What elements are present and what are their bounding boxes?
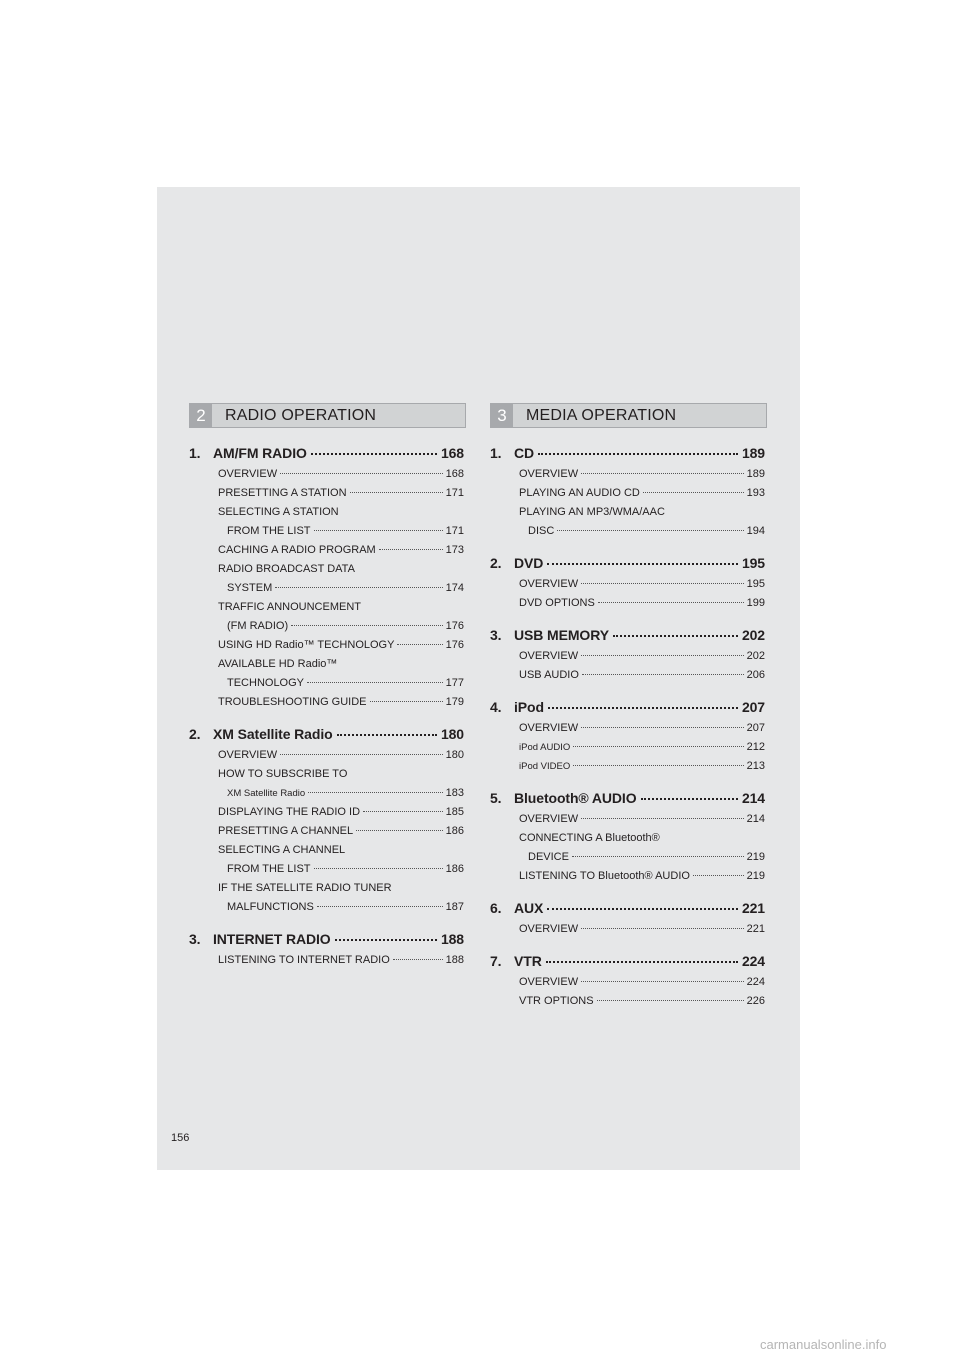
subsection-title: PLAYING AN MP3/WMA/AAC [519, 506, 665, 518]
subsection-title: CONNECTING A Bluetooth® [519, 832, 660, 844]
toc-chapter-link[interactable] [490, 953, 765, 969]
dot-leader [597, 1000, 744, 1001]
dot-leader [280, 473, 443, 474]
subsection-title: TROUBLESHOOTING GUIDE [218, 696, 367, 708]
subsection-title: PLAYING AN AUDIO CD [519, 487, 640, 499]
chapter-title: AM/FM RADIO [213, 445, 307, 461]
subsection-title: OVERVIEW [519, 722, 579, 734]
chapter-number: 2. [189, 726, 201, 742]
dot-leader [573, 765, 743, 766]
dot-leader [397, 644, 442, 645]
section-header-media [490, 403, 767, 428]
toc-subsection-link[interactable] [218, 693, 464, 712]
subsection-title-line2 [218, 898, 464, 917]
subsection-title: DISPLAYING THE RADIO ID [218, 806, 361, 818]
subsection-title-cont: DISC [528, 525, 555, 537]
dot-leader [581, 583, 744, 584]
section-number: 2 [190, 404, 212, 427]
chapter-number: 3. [490, 627, 502, 643]
toc-subsection-link[interactable] [519, 503, 765, 541]
subsection-page: 193 [746, 487, 765, 499]
chapter-title: USB MEMORY [514, 627, 609, 643]
dot-leader [311, 453, 437, 455]
chapter-number: 2. [490, 555, 502, 571]
subsection-page: 173 [445, 544, 464, 556]
toc-subsection-list [519, 810, 765, 886]
toc-subsection-link[interactable] [218, 636, 464, 655]
subsection-page: 199 [746, 597, 765, 609]
subsection-page: 188 [445, 954, 464, 966]
chapter-page: 195 [741, 555, 765, 571]
toc-chapter-link[interactable] [189, 931, 464, 947]
subsection-page: 214 [746, 813, 765, 825]
toc-subsection-link[interactable] [519, 829, 765, 867]
chapter-number: 4. [490, 699, 502, 715]
toc-subsection-link[interactable] [218, 465, 464, 484]
subsection-title: USING HD Radio™ TECHNOLOGY [218, 639, 395, 651]
subsection-title: LISTENING TO Bluetooth® AUDIO [519, 870, 690, 882]
dot-leader [307, 682, 443, 683]
subsection-title-cont: SYSTEM [227, 582, 273, 594]
toc-subsection-link[interactable] [519, 575, 765, 594]
subsection-title: VTR OPTIONS [519, 995, 594, 1007]
dot-leader [335, 939, 437, 941]
toc-subsection-link[interactable] [218, 765, 464, 803]
subsection-page: 219 [746, 870, 765, 882]
subsection-title: AVAILABLE HD Radio™ [218, 658, 338, 670]
dot-leader [275, 587, 442, 588]
chapter-title: AUX [514, 900, 544, 916]
toc-subsection-link[interactable] [519, 465, 765, 484]
subsection-page: 206 [746, 669, 765, 681]
subsection-title: OVERVIEW [519, 578, 579, 590]
toc-subsection-list [519, 465, 765, 541]
dot-leader [572, 856, 744, 857]
chapter-page: 180 [440, 726, 464, 742]
chapter-page: 224 [741, 953, 765, 969]
subsection-title: SELECTING A STATION [218, 506, 339, 518]
subsection-title-cont: TECHNOLOGY [227, 677, 305, 689]
dot-leader [317, 906, 443, 907]
subsection-title: PRESETTING A STATION [218, 487, 347, 499]
subsection-page: 186 [445, 825, 464, 837]
toc-column-radio [189, 403, 466, 970]
subsection-title-cont: FROM THE LIST [227, 525, 311, 537]
subsection-title-line2 [519, 848, 765, 867]
subsection-page: 202 [746, 650, 765, 662]
toc-subsection-list [519, 920, 765, 939]
dot-leader [598, 602, 744, 603]
dot-leader [581, 727, 744, 728]
watermark-text: carmanualsonline.info [760, 1337, 887, 1352]
subsection-title: CACHING A RADIO PROGRAM [218, 544, 376, 556]
subsection-page: 189 [746, 468, 765, 480]
toc-chapter-link[interactable] [490, 790, 765, 806]
toc-subsection-link[interactable] [218, 803, 464, 822]
section-number: 3 [491, 404, 513, 427]
toc-subsection-link[interactable] [218, 879, 464, 917]
subsection-page: 187 [445, 901, 464, 913]
toc-subsection-link[interactable] [519, 738, 765, 757]
subsection-title: OVERVIEW [218, 749, 278, 761]
subsection-page: 194 [746, 525, 765, 537]
chapter-page: 188 [440, 931, 464, 947]
chapter-page: 168 [440, 445, 464, 461]
subsection-page: 185 [445, 806, 464, 818]
subsection-title-cont: (FM RADIO) [227, 620, 289, 632]
dot-leader [350, 492, 443, 493]
subsection-title: OVERVIEW [218, 468, 278, 480]
subsection-title: HOW TO SUBSCRIBE TO [218, 768, 348, 780]
chapter-page: 207 [741, 699, 765, 715]
toc-chapter-link[interactable] [189, 445, 464, 461]
subsection-page: 171 [445, 487, 464, 499]
toc-subsection-link[interactable] [519, 867, 765, 886]
toc-chapter-link[interactable] [490, 699, 765, 715]
toc-subsection-list [218, 951, 464, 970]
toc-subsection-list [519, 719, 765, 776]
dot-leader [308, 792, 442, 793]
toc-subsection-link[interactable] [519, 719, 765, 738]
chapter-number: 1. [490, 445, 502, 461]
subsection-title-cont: FROM THE LIST [227, 863, 311, 875]
dot-leader [538, 453, 738, 455]
page-panel [157, 187, 800, 1170]
subsection-page: 219 [746, 851, 765, 863]
chapter-title: VTR [514, 953, 542, 969]
toc-chapter-link[interactable] [189, 726, 464, 742]
toc-subsection-link[interactable] [218, 484, 464, 503]
subsection-title: TRAFFIC ANNOUNCEMENT [218, 601, 361, 613]
subsection-title: OVERVIEW [519, 650, 579, 662]
toc-subsection-list [519, 647, 765, 685]
dot-leader [581, 818, 744, 819]
chapter-number: 6. [490, 900, 502, 916]
dot-leader [557, 530, 743, 531]
toc-column-media [490, 403, 767, 1011]
dot-leader [581, 473, 744, 474]
subsection-title-line2 [218, 522, 464, 541]
dot-leader [393, 959, 443, 960]
subsection-title: IF THE SATELLITE RADIO TUNER [218, 882, 392, 894]
subsection-page: 177 [445, 677, 464, 689]
subsection-title: OVERVIEW [519, 976, 579, 988]
dot-leader [643, 492, 744, 493]
subsection-page: 207 [746, 722, 765, 734]
dot-leader [337, 734, 437, 736]
dot-leader [546, 961, 738, 963]
toc-subsection-link[interactable] [218, 541, 464, 560]
toc-subsection-link[interactable] [218, 503, 464, 541]
dot-leader [548, 707, 738, 709]
toc-chapter-link[interactable] [490, 627, 765, 643]
subsection-page: 224 [746, 976, 765, 988]
toc-entries [189, 445, 466, 970]
section-title: RADIO OPERATION [225, 407, 377, 424]
toc-subsection-link[interactable] [218, 746, 464, 765]
chapter-number: 7. [490, 953, 502, 969]
dot-leader [379, 549, 443, 550]
chapter-number: 5. [490, 790, 502, 806]
subsection-title: iPod AUDIO [519, 742, 571, 753]
toc-subsection-link[interactable] [519, 992, 765, 1011]
toc-entries [490, 445, 767, 1011]
toc-subsection-link[interactable] [218, 841, 464, 879]
toc-subsection-link[interactable] [519, 973, 765, 992]
subsection-title: DVD OPTIONS [519, 597, 595, 609]
subsection-page: 180 [445, 749, 464, 761]
subsection-title: PRESETTING A CHANNEL [218, 825, 354, 837]
toc-subsection-link[interactable] [519, 594, 765, 613]
dot-leader [581, 655, 744, 656]
subsection-page: 186 [445, 863, 464, 875]
subsection-title-line2 [218, 617, 464, 636]
dot-leader [356, 830, 443, 831]
subsection-title-cont: MALFUNCTIONS [227, 901, 314, 913]
subsection-page: 176 [445, 639, 464, 651]
subsection-title: USB AUDIO [519, 669, 579, 681]
subsection-title: LISTENING TO INTERNET RADIO [218, 954, 390, 966]
dot-leader [573, 746, 743, 747]
dot-leader [314, 530, 443, 531]
toc-subsection-list [218, 465, 464, 712]
dot-leader [693, 875, 744, 876]
dot-leader [280, 754, 443, 755]
chapter-title: Bluetooth® AUDIO [514, 790, 637, 806]
chapter-page: 189 [741, 445, 765, 461]
toc-subsection-link[interactable] [519, 647, 765, 666]
toc-subsection-link[interactable] [218, 951, 464, 970]
subsection-page: 174 [445, 582, 464, 594]
toc-chapter-link[interactable] [490, 555, 765, 571]
toc-subsection-link[interactable] [519, 484, 765, 503]
chapter-title: CD [514, 445, 535, 461]
dot-leader [613, 635, 738, 637]
dot-leader [547, 908, 738, 910]
subsection-title: iPod VIDEO [519, 761, 571, 772]
toc-chapter-link[interactable] [490, 900, 765, 916]
toc-subsection-link[interactable] [519, 920, 765, 939]
subsection-title-cont: XM Satellite Radio [227, 788, 306, 799]
subsection-page: 168 [445, 468, 464, 480]
dot-leader [641, 798, 738, 800]
dot-leader [581, 928, 744, 929]
dot-leader [547, 563, 738, 565]
chapter-title: DVD [514, 555, 544, 571]
chapter-page: 202 [741, 627, 765, 643]
section-header-radio [189, 403, 466, 428]
subsection-title-line2 [519, 522, 765, 541]
dot-leader [370, 701, 443, 702]
subsection-page: 221 [746, 923, 765, 935]
toc-chapter-link[interactable] [490, 445, 765, 461]
subsection-title-line2 [218, 860, 464, 879]
toc-subsection-link[interactable] [218, 560, 464, 598]
chapter-page: 214 [741, 790, 765, 806]
toc-subsection-link[interactable] [519, 810, 765, 829]
subsection-title-cont: DEVICE [528, 851, 569, 863]
dot-leader [314, 868, 443, 869]
chapter-number: 3. [189, 931, 201, 947]
subsection-title-line2 [218, 579, 464, 598]
page-number: 156 [171, 1132, 190, 1144]
subsection-page: 183 [445, 787, 464, 799]
subsection-title: OVERVIEW [519, 468, 579, 480]
dot-leader [291, 625, 443, 626]
subsection-page: 171 [445, 525, 464, 537]
subsection-title: OVERVIEW [519, 813, 579, 825]
chapter-title: XM Satellite Radio [213, 726, 333, 742]
subsection-page: 212 [746, 741, 765, 753]
toc-subsection-link[interactable] [218, 655, 464, 693]
subsection-page: 179 [445, 696, 464, 708]
toc-subsection-list [519, 575, 765, 613]
subsection-title: RADIO BROADCAST DATA [218, 563, 355, 575]
chapter-page: 221 [741, 900, 765, 916]
subsection-title-line2 [218, 784, 464, 803]
section-title: MEDIA OPERATION [526, 407, 677, 424]
dot-leader [363, 811, 443, 812]
subsection-title: SELECTING A CHANNEL [218, 844, 346, 856]
toc-subsection-link[interactable] [218, 822, 464, 841]
subsection-title-line2 [218, 674, 464, 693]
toc-subsection-link[interactable] [519, 757, 765, 776]
toc-subsection-list [519, 973, 765, 1011]
dot-leader [581, 981, 744, 982]
toc-subsection-link[interactable] [519, 666, 765, 685]
subsection-page: 226 [746, 995, 765, 1007]
subsection-page: 176 [445, 620, 464, 632]
chapter-title: iPod [514, 699, 544, 715]
toc-subsection-link[interactable] [218, 598, 464, 636]
subsection-page: 195 [746, 578, 765, 590]
subsection-page: 213 [746, 760, 765, 772]
subsection-title: OVERVIEW [519, 923, 579, 935]
chapter-title: INTERNET RADIO [213, 931, 331, 947]
dot-leader [582, 674, 744, 675]
chapter-number: 1. [189, 445, 201, 461]
toc-subsection-list [218, 746, 464, 917]
